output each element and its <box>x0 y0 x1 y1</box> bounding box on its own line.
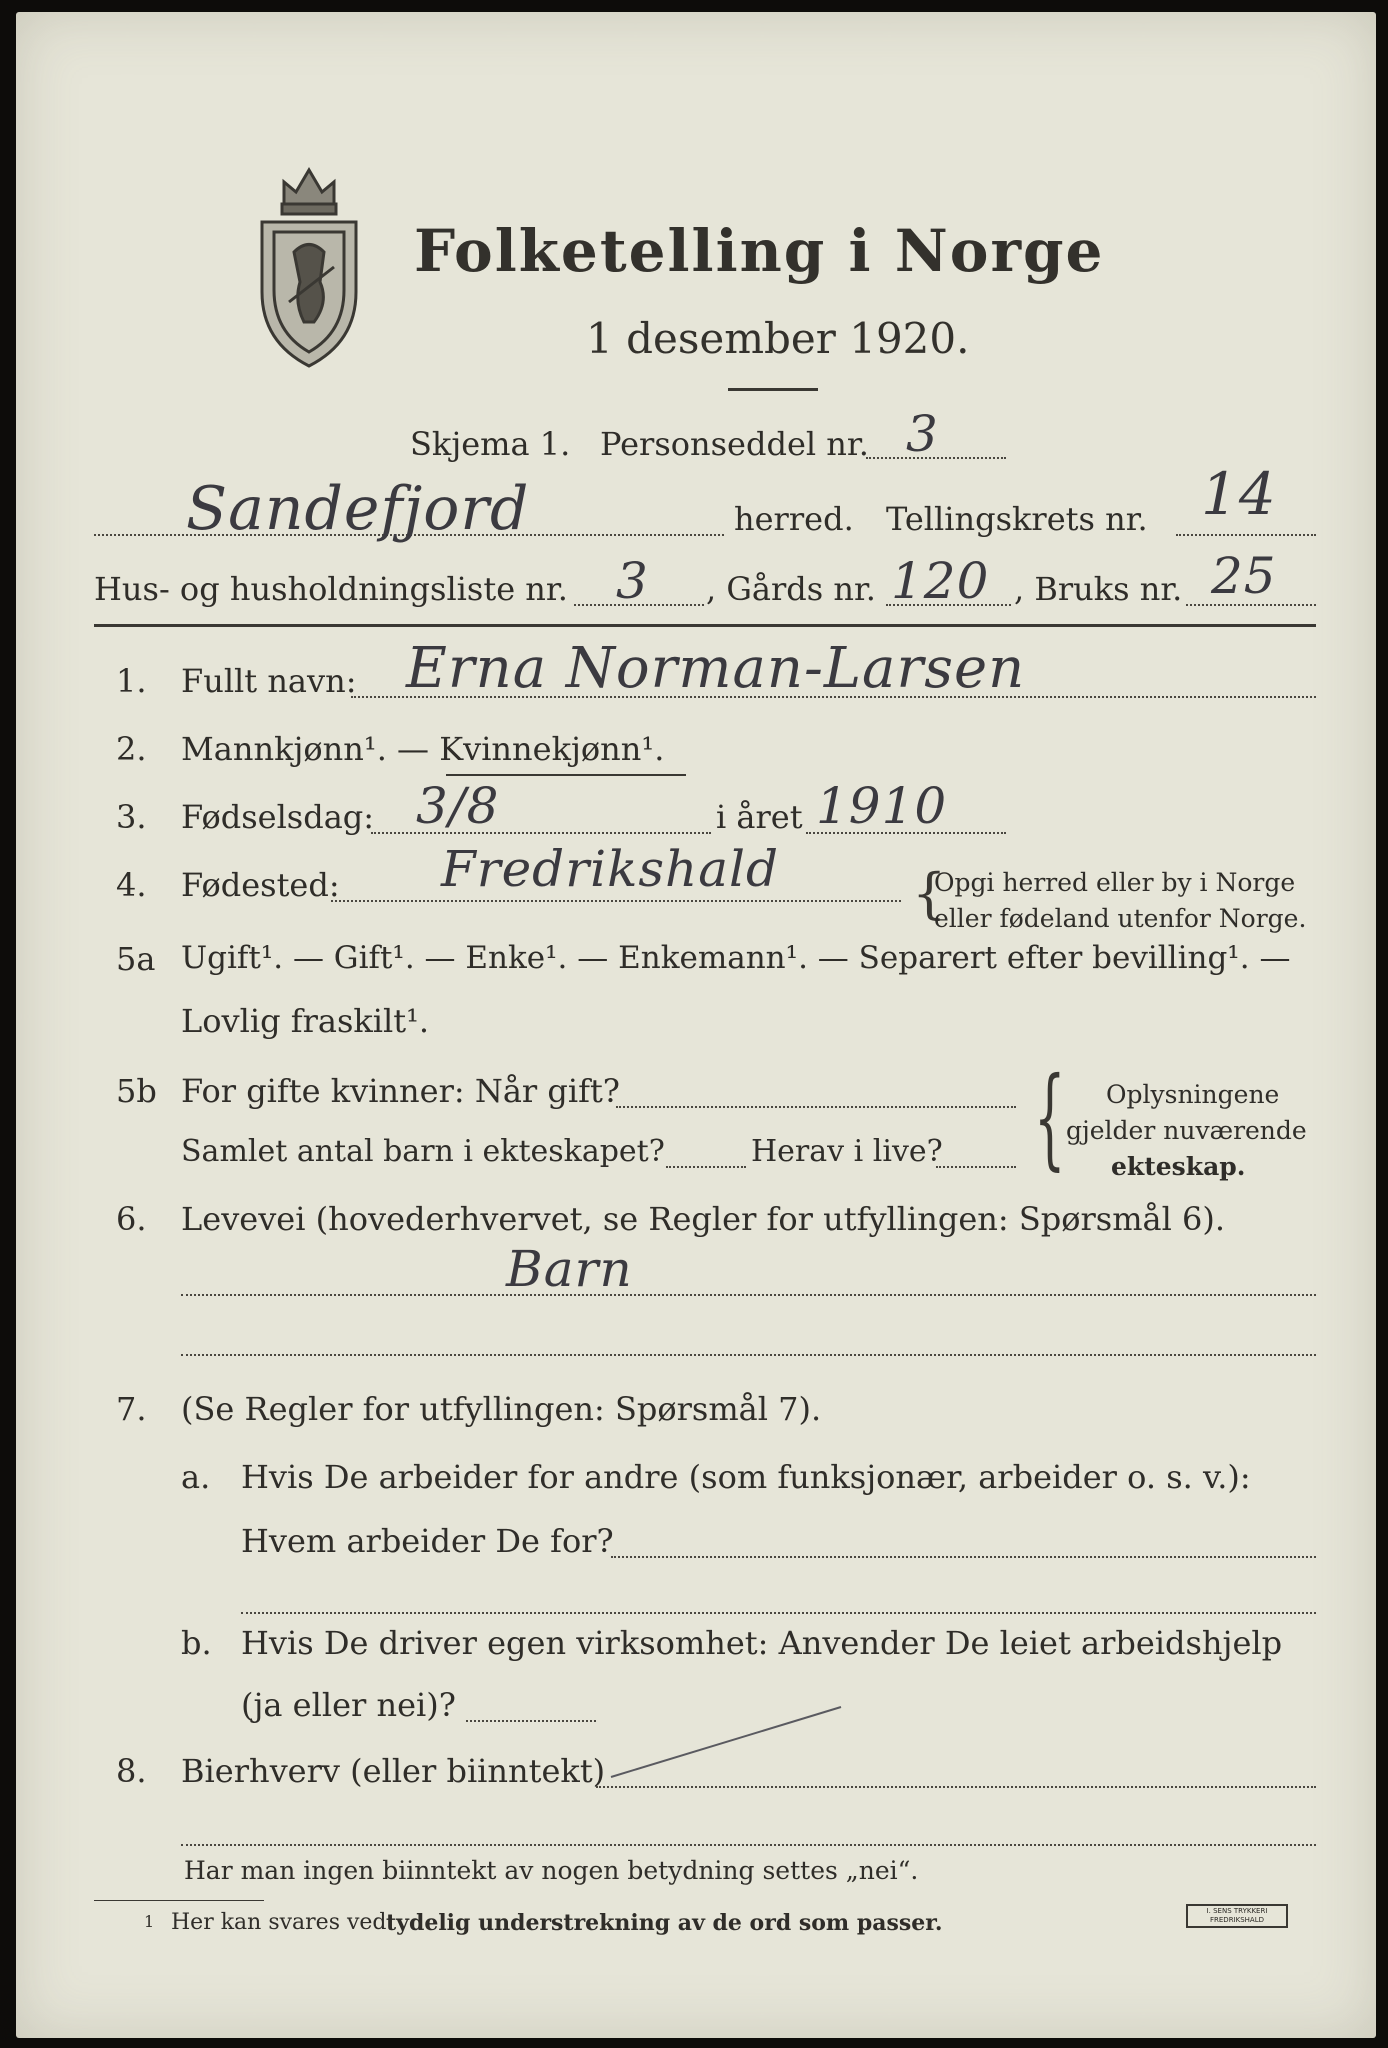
q4-number: 4. <box>116 866 147 904</box>
birthplace-brace: { <box>912 862 947 925</box>
occupation-value[interactable]: Barn <box>506 1240 633 1298</box>
kvinnekjonn-underline <box>446 774 686 776</box>
q7-number: 7. <box>116 1390 147 1428</box>
q2-number: 2. <box>116 730 147 768</box>
census-date: 1 desember 1920. <box>586 314 970 363</box>
header-divider <box>94 624 1316 627</box>
bruks-value[interactable]: 25 <box>1211 547 1277 605</box>
bruks-label: , Bruks nr. <box>1014 570 1183 608</box>
birth-year-label: i året <box>716 798 803 836</box>
coat-of-arms-icon <box>254 152 364 370</box>
employer-line-2 <box>241 1612 1316 1614</box>
marriage-note-1: Oplysningene <box>1106 1080 1280 1109</box>
birthday-value[interactable]: 3/8 <box>416 777 500 835</box>
birthplace-line <box>331 900 901 902</box>
footnote-mark: 1 <box>144 1912 155 1931</box>
q7a-line-1: Hvis De arbeider for andre (som funksjonær, arbeider o. s. v.): <box>241 1458 1251 1496</box>
marriage-note-brace: { <box>1034 1053 1066 1181</box>
q1-label: Fullt navn: <box>181 662 357 700</box>
herred-label: herred. <box>734 500 854 538</box>
birthplace-note-1: Opgi herred eller by i Norge <box>934 868 1296 897</box>
divorced-option[interactable]: Lovlig fraskilt¹. <box>181 1002 430 1040</box>
form-title: Folketelling i Norge <box>414 217 1105 285</box>
occupation-line-1 <box>181 1294 1316 1296</box>
marital-status-options[interactable]: Ugift¹. — Gift¹. — Enke¹. — Enkemann¹. — Separert efter bevilling¹. — <box>181 940 1291 976</box>
tellingskrets-line <box>1176 534 1316 536</box>
husholdning-value[interactable]: 3 <box>616 552 649 610</box>
marriage-note-2: gjelder nuværende <box>1066 1116 1307 1145</box>
q3-label: Fødselsdag: <box>181 798 375 836</box>
side-income-line-2 <box>181 1844 1316 1846</box>
employer-line-1 <box>611 1556 1316 1558</box>
q5b-alive-label: Herav i live? <box>751 1134 943 1169</box>
gards-value[interactable]: 120 <box>891 552 990 610</box>
marriage-note-3: ekteskap. <box>1111 1152 1246 1181</box>
q7b-line-2: (ja eller nei)? <box>241 1686 456 1724</box>
birthplace-note-2: eller fødeland utenfor Norge. <box>934 904 1307 933</box>
title-divider <box>728 388 818 391</box>
q1-number: 1. <box>116 662 147 700</box>
tellingskrets-label: Tellingskrets nr. <box>886 500 1148 538</box>
q3-number: 3. <box>116 798 147 836</box>
q8-label: Bierhverv (eller biinntekt) <box>181 1752 606 1790</box>
alive-line <box>936 1166 1016 1168</box>
personseddel-value[interactable]: 3 <box>906 405 939 463</box>
q4-label: Fødested: <box>181 866 340 904</box>
husholdning-label: Hus- og husholdningsliste nr. <box>94 570 568 608</box>
birthplace-value[interactable]: Fredrikshald <box>441 840 780 898</box>
printer-mark <box>1186 1904 1288 1928</box>
q7-label: (Se Regler for utfyllingen: Spørsmål 7). <box>181 1390 822 1428</box>
census-form <box>16 12 1376 2038</box>
herred-value[interactable]: Sandefjord <box>186 474 530 544</box>
q6-label: Levevei (hovederhvervet, se Regler for utfyllingen: Spørsmål 6). <box>181 1200 1226 1238</box>
q5b-number: 5b <box>116 1072 157 1110</box>
children-line <box>666 1166 746 1168</box>
q5a-number: 5a <box>116 940 156 978</box>
q8-note: Har man ingen biinntekt av nogen betydning settes „nei“. <box>184 1856 919 1885</box>
hired-help-line <box>466 1720 596 1722</box>
side-income-line-1 <box>596 1786 1316 1788</box>
skjema-label: Skjema 1. <box>410 425 571 463</box>
q7b-letter: b. <box>181 1624 212 1662</box>
when-married-line <box>616 1106 1016 1108</box>
q5b-when-married-label: For gifte kvinner: Når gift? <box>181 1072 620 1110</box>
gender-options[interactable]: Mannkjønn¹. — Kvinnekjønn¹. <box>181 730 665 768</box>
footnote-text-a: Her kan svares ved <box>171 1910 387 1935</box>
personseddel-label: Personseddel nr. <box>600 425 869 463</box>
full-name-value[interactable]: Erna Norman-Larsen <box>406 636 1026 701</box>
gards-label: , Gårds nr. <box>706 570 876 608</box>
q8-number: 8. <box>116 1752 147 1790</box>
occupation-line-2 <box>181 1354 1316 1356</box>
q5b-children-label: Samlet antal barn i ekteskapet? <box>181 1134 665 1169</box>
printer-mark-text: I. SENS TRYKKERI FREDRIKSHALD <box>1206 1907 1268 1924</box>
q6-number: 6. <box>116 1200 147 1238</box>
footnote-text-b: tydelig understrekning av de ord som passer. <box>386 1910 943 1936</box>
side-income-dash-stroke <box>606 1702 846 1782</box>
q7a-line-2: Hvem arbeider De for? <box>241 1522 614 1560</box>
q7a-letter: a. <box>181 1458 211 1496</box>
footnote-divider <box>94 1900 264 1901</box>
tellingskrets-value[interactable]: 14 <box>1201 460 1277 528</box>
birth-year-value[interactable]: 1910 <box>816 777 948 835</box>
q7b-line-1: Hvis De driver egen virksomhet: Anvender De leiet arbeidshjelp <box>241 1624 1283 1662</box>
